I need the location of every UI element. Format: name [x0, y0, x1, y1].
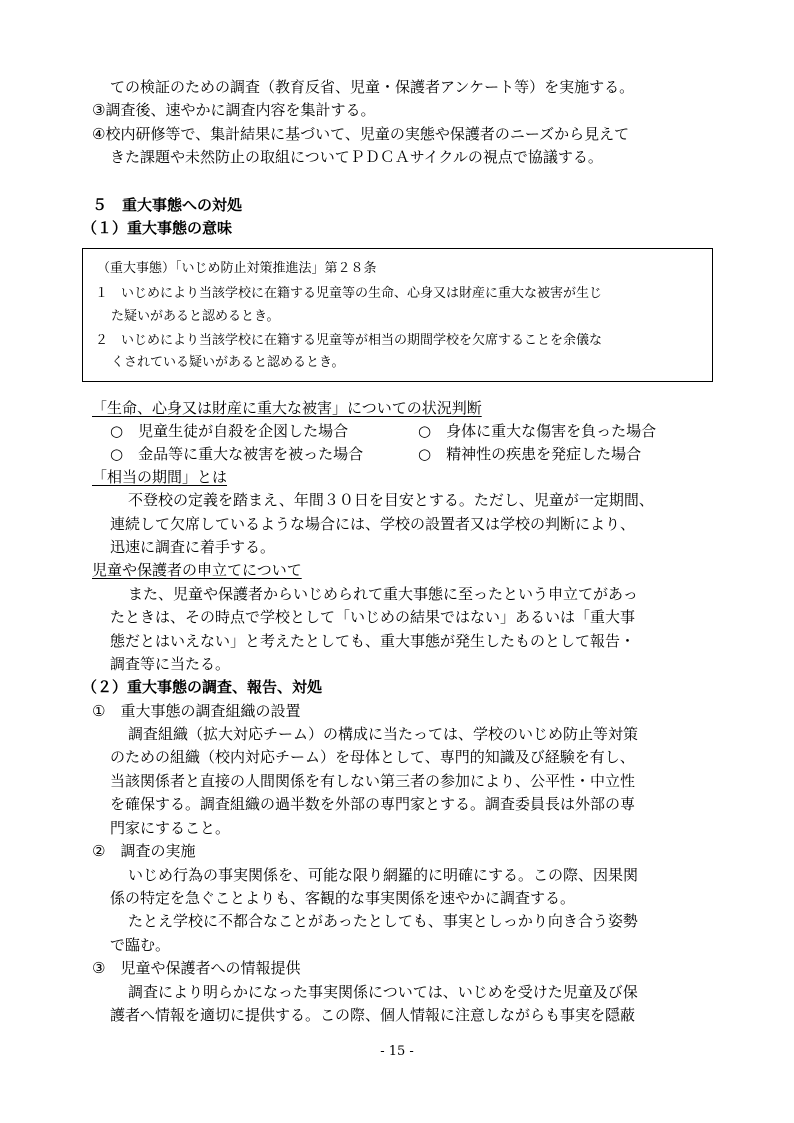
judgement-item: ○ 精神性の疾患を発症した場合: [418, 445, 642, 463]
text-line: 不登校の定義を踏まえ、年間３０日を目安とする。ただし、児童が一定期間、: [128, 491, 654, 509]
text-line: のための組織（校内対応チーム）を母体として、専門的知識及び経験を有し、: [110, 748, 635, 766]
text-line: きた課題や未然防止の取組についてＰＤＣＡサイクルの視点で協議する。: [110, 148, 603, 166]
text-line: また、児童や保護者からいじめられて重大事態に至ったという申立てがあっ: [128, 585, 638, 603]
text-line: で臨む。: [110, 936, 171, 954]
item-heading: ① 重大事態の調査組織の設置: [92, 702, 301, 720]
judgement-heading: 「生命、心身又は財産に重大な被害」についての状況判断: [92, 399, 482, 417]
text-line: ③調査後、速やかに調査内容を集計する。: [92, 101, 376, 119]
box-line: くされている疑いがあると認めるとき。: [111, 355, 345, 370]
text-line: たとえ学校に不都合なことがあったとしても、事実としっかり向き合う姿勢: [128, 912, 638, 930]
text-line: 係の特定を急ぐことよりも、客観的な事実関係を速やかに調査する。: [110, 889, 576, 907]
text-line: 護者へ情報を適切に提供する。この際、個人情報に注意しながらも事実を隠蔽: [110, 1006, 636, 1024]
subsection-heading: （１）重大事態の意味: [82, 219, 233, 237]
text-line: 連続して欠席しているような場合には、学校の設置者又は学校の判断により、: [110, 515, 636, 533]
text-line: を確保する。調査組織の過半数を外部の専門家とする。調査委員長は外部の専: [110, 795, 636, 813]
text-line: 門家にすること。: [110, 819, 231, 837]
subsection-heading: （２）重大事態の調査、報告、対処: [82, 678, 323, 696]
judgement-item: ○ 身体に重大な傷害を負った場合: [418, 422, 657, 440]
text-line: 当該関係者と直接の人間関係を有しない第三者の参加により、公平性・中立性: [110, 772, 636, 790]
text-line: たときは、その時点で学校として「いじめの結果ではない」あるいは「重大事: [110, 608, 636, 626]
text-line: 迅速に調査に着手する。: [110, 538, 276, 556]
text-line: 調査等に当たる。: [110, 655, 231, 673]
text-line: 調査組織（拡大対応チーム）の構成に当たっては、学校のいじめ防止等対策: [128, 725, 639, 743]
text-line: 態だとはいえない」と考えたとしても、重大事態が発生したものとして報告・: [110, 632, 636, 650]
item-heading: ② 調査の実施: [92, 842, 196, 860]
box-line: ２ いじめにより当該学校に在籍する児童等が相当の期間学校を欠席することを余儀な: [95, 333, 603, 348]
section-heading: ５ 重大事態への対処: [92, 196, 243, 214]
item-heading: ③ 児童や保護者への情報提供: [92, 959, 301, 977]
judgement-item: ○ 児童生徒が自殺を企図した場合: [110, 422, 349, 440]
complaint-heading: 児童や保護者の申立てについて: [92, 561, 302, 579]
text-line: 調査により明らかになった事実関係については、いじめを受けた児童及び保: [128, 983, 638, 1001]
box-line: １ いじめにより当該学校に在籍する児童等の生命、心身又は財産に重大な被害が生じ: [95, 286, 603, 301]
judgement-item: ○ 金品等に重大な被害を被った場合: [110, 445, 364, 463]
box-title: （重大事態）「いじめ防止対策推進法」第２８条: [97, 261, 377, 276]
text-line: ての検証のための調査（教育反省、児童・保護者アンケート等）を実施する。: [110, 78, 635, 96]
text-line: いじめ行為の事実関係を、可能な限り網羅的に明確にする。この際、因果関: [128, 866, 639, 884]
page-number: - 15 -: [380, 1044, 414, 1059]
law-quote-box: [82, 248, 713, 382]
text-line: ④校内研修等で、集計結果に基づいて、児童の実態や保護者のニーズから見えて: [92, 125, 630, 143]
box-line: た疑いがあると認めるとき。: [111, 309, 280, 324]
period-heading: 「相当の期間」とは: [92, 468, 228, 486]
